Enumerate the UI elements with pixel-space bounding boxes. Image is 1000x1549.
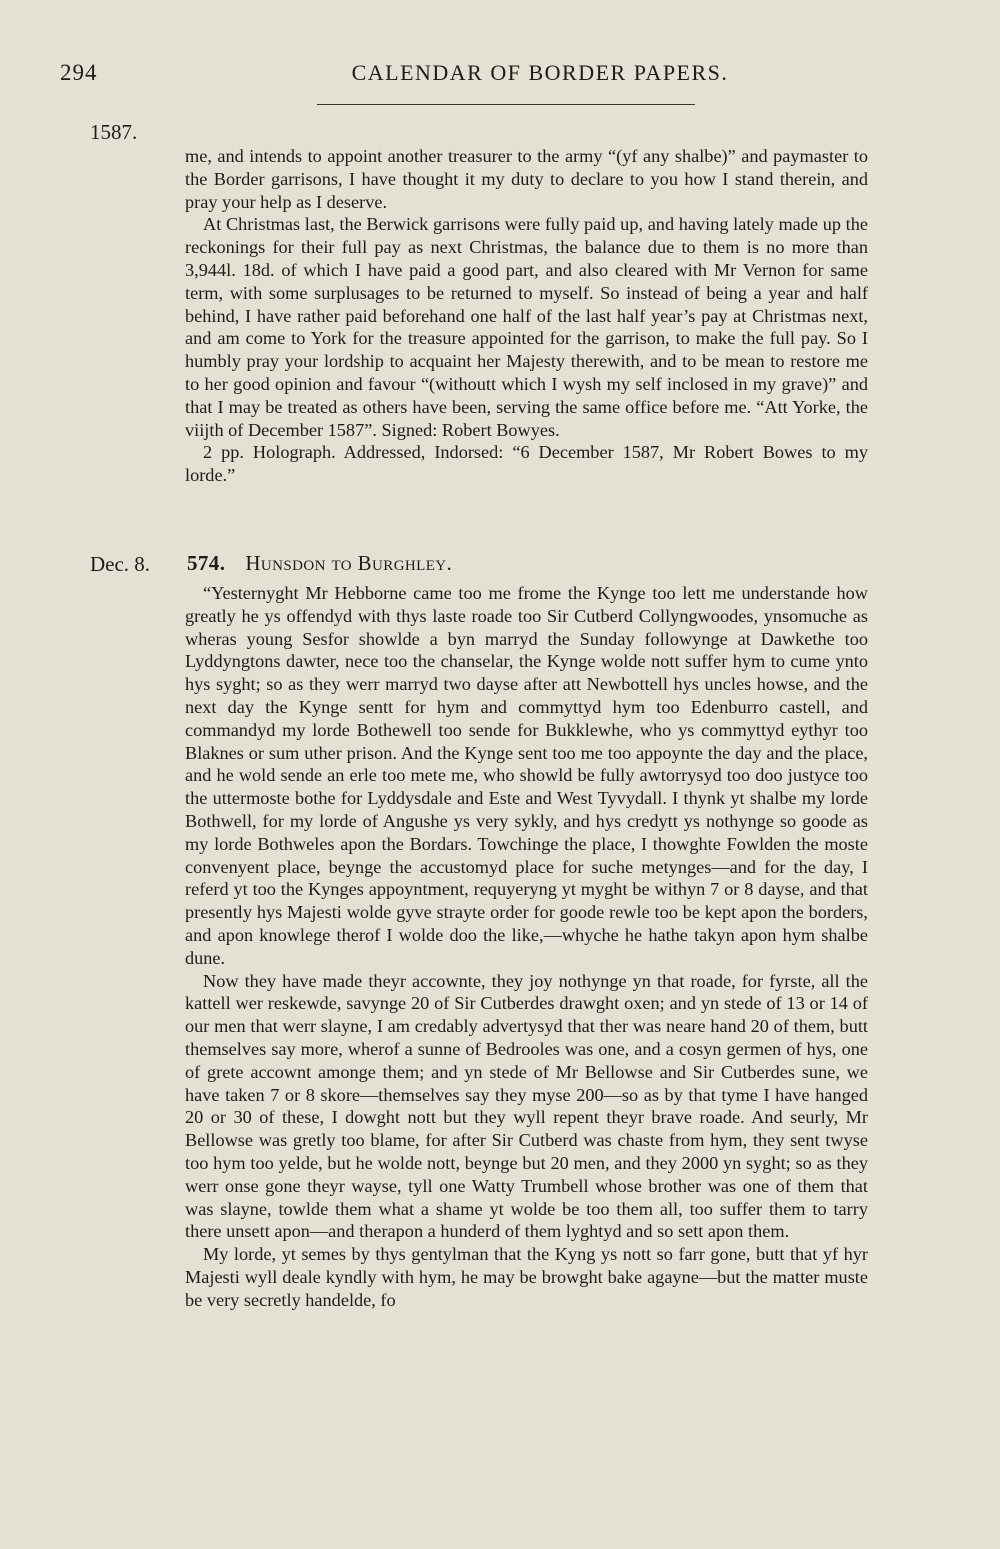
paragraph: me, and intends to appoint another treasurer to the army “(yf any shalbe)” and paymaster to the Border garrisons, I have thought it my duty to declare to you how I stand therein, and pray your help as I deserve.	[185, 146, 868, 212]
paragraph: At Christmas last, the Berwick garrisons were fully paid up, and having lately made up the reckonings for their full pay as next Christmas, the balance due to them is no more than 3,944l. 18d. of which I have paid a good part, and also cleared with Mr Vernon for same term, with some surplusages to be returned to myself. So instead of being a year and half behind, I have rather paid beforehand one half of the last half year’s pay at Christmas next, and am come to York for the treasure appointed for the garrison, to make the full pay. So I humbly pray your lordship to acquaint her Majesty therewith, and to be mean to restore me to her good opinion and favour “(withoutt which I wysh my self inclosed in my grave)” and that I may be treated as others have been, serving the same office before me. “Att Yorke, the viijth of December 1587”. Signed: Robert Bowyes.	[185, 214, 868, 440]
paragraph: “Yesternyght Mr Hebborne came too me frome the Kynge too lett me understande how greatly he ys offendyd with thys laste roade too Sir Cutberd Collyngwoodes, ynsomuche as wheras young Sesfor showlde a byn marryd the Sunday followynge at Dawkethe too Lyddyngtons dawter, nece too the chanselar, the Kynge wolde nott suffer hym to cume ynto hys syght; so as they werr marryd two dayse after att Newbottell hys uncles howse, and the next day the Kynge sentt for hym and commyttyd hym too Edenburro castell, and commandyd my lorde Bothewell too sende for Bukklewhe, who ys commyttyd eythyr too Blaknes or sum uther prison. And the Kynge sent too me too appoynte the day and the place, and he wold sende an erle too mete me, who showld be fully awtorrysyd too doo justyce too the uttermoste bothe for Lyddysdale and Este and West Tyvydall. I thynk yt shalbe my lorde Bothwell, for my lorde of Angushe ys very sykly, and hys credytt ys nothynge so goode as my lorde Bothweles apon the Bordars. Towchinge the place, I thowghte Fowlden the moste convenyent place, beynge the accustomyd place for suche metynges—and for the day, I referd yt too the Kynges appoyntment, requyeryng yt myght be withyn 7 or 8 dayse, and that presently hys Majesti wolde gyve strayte order for goode rewle too be kept apon the borders, and apon knowlege therof I wolde doo the like,—whyche he hathe takyn apon hym shalbe dune.	[185, 583, 868, 968]
running-title: CALENDAR OF BORDER PAPERS.	[351, 60, 729, 85]
continued-letter	[185, 145, 868, 487]
entry-number: 574.	[187, 551, 226, 575]
document-note: 2 pp. Holograph. Addressed, Indorsed: “6 December 1587, Mr Robert Bowes to my lorde.”	[185, 442, 868, 486]
paragraph: My lorde, yt semes by thys gentylman that the Kyng ys nott so farr gone, butt that yf hyr Majesti wyll deale kyndly with hym, he may be browght bake agayne—but the matter muste be very secretly handelde, fo	[185, 1244, 868, 1310]
margin-entry-date: Dec. 8.	[90, 552, 151, 576]
page-number: 294	[60, 60, 98, 85]
header-rule	[317, 104, 695, 105]
entry-heading	[187, 551, 452, 576]
paragraph: Now they have made theyr accownte, they joy nothynge yn that roade, for fyrste, all the kattell wer reskewde, savynge 20 of Sir Cutberdes drawght oxen; and yn stede of 13 or 14 of our men that werr slayne, I am credably advertysyd that ther was neare hand 20 of them, butt themselves say more, wherof a sunne of Bedrooles was one, and a cosyn germen of hys, one of grete accownt amonge them; and yn stede of Mr Bellowse and Sir Cutberdes sune, we have taken 7 or 8 skore—themselves say they myse 200—so as by that tyme I have hanged 20 or 30 of these, I dowght nott but they wyll repent theyr brave roade. And seurly, Mr Bellowse was gretly too blame, for after Sir Cutberd was chaste from hym, they sent twyse too hym too yelde, but he wolde nott, beynge but 20 men, and they 2000 yn syght; so as they werr onse gone theyr wayse, tyll one Watty Trumbell whose brother was one of them that was slayne, towlde them what a shame yt wolde be too them all, too suffer them to tarry there unsett apon—and therapon a hunderd of them lyghtyd and so sett apon them.	[185, 970, 868, 1242]
letter-body	[185, 582, 868, 1312]
margin-year: 1587.	[90, 120, 138, 144]
entry-title: Hunsdon to Burghley.	[245, 551, 453, 575]
